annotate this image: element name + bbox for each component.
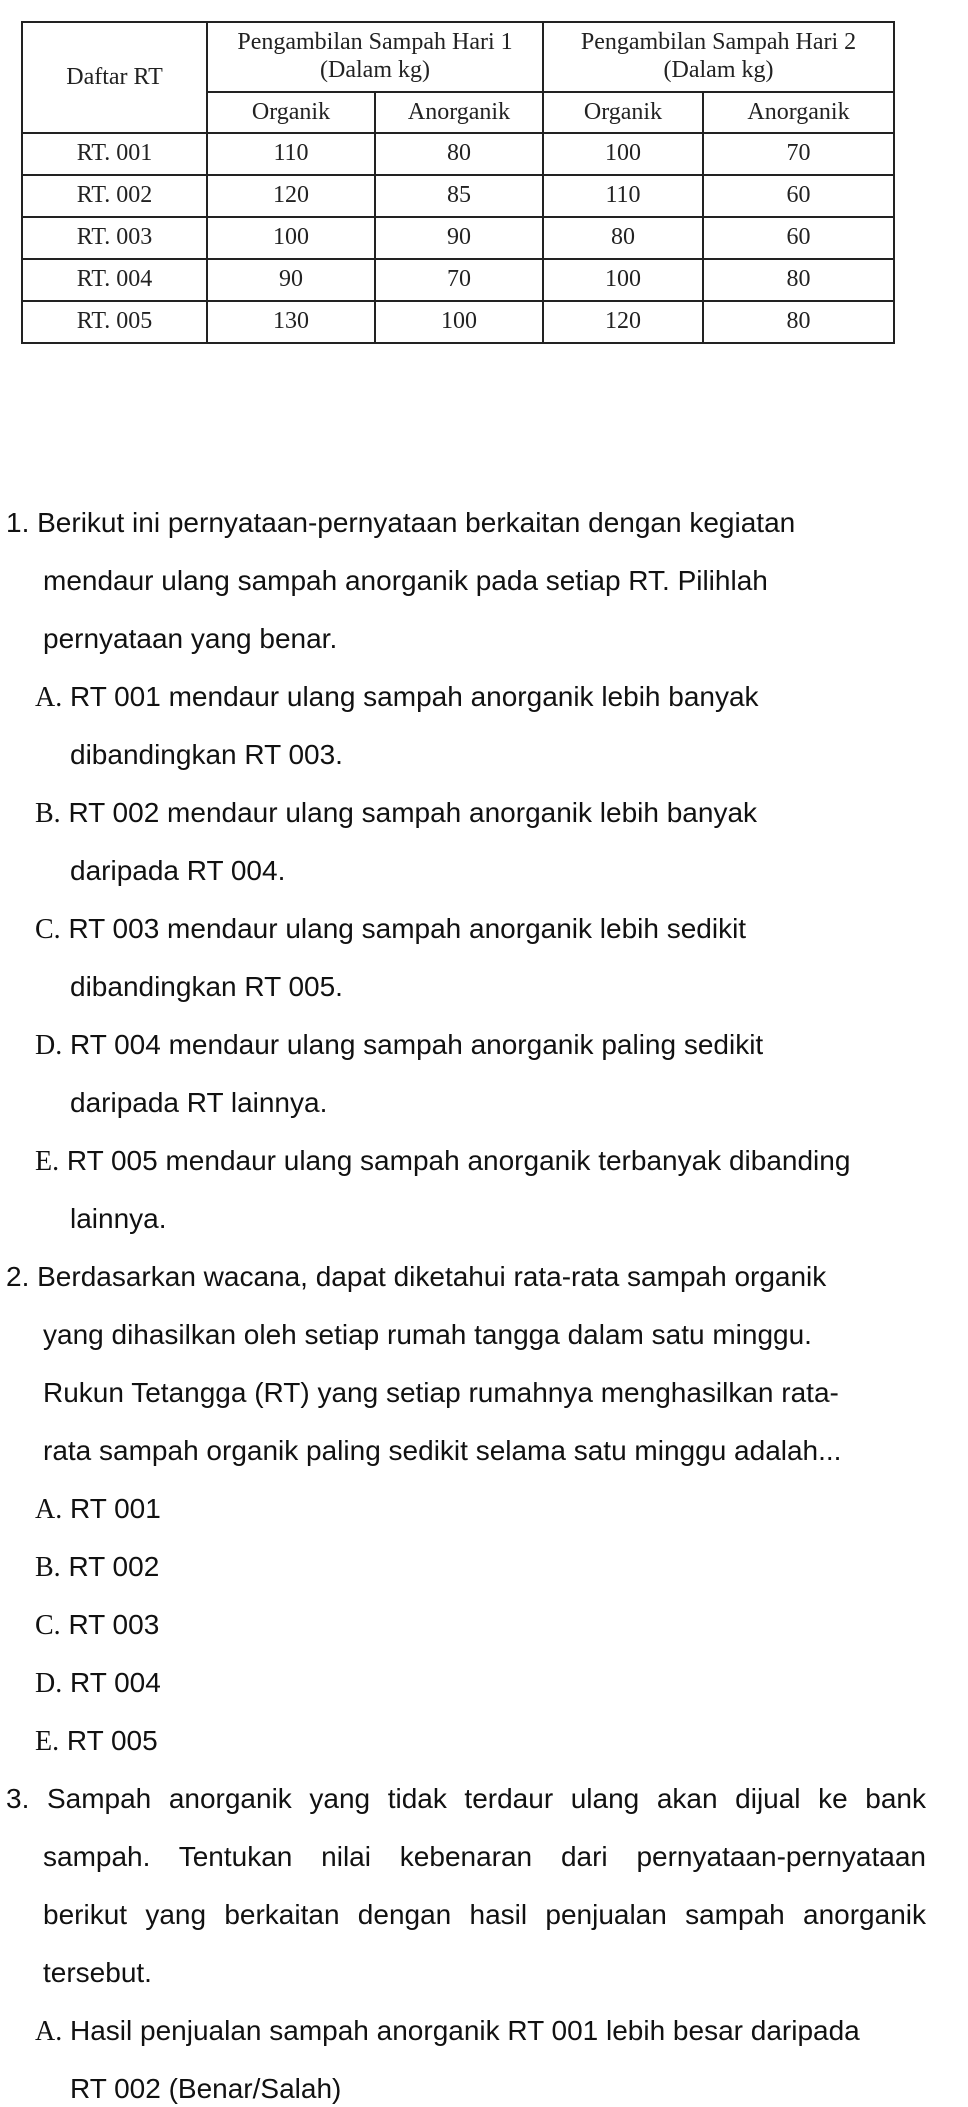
- q1-option-c: [35, 913, 746, 946]
- option-letter: C.: [35, 1610, 61, 1641]
- option-text: RT 002 mendaur ulang sampah anorganik lebih banyak: [68, 797, 758, 828]
- option-text: RT 001 mendaur ulang sampah anorganik lebih banyak: [70, 681, 759, 712]
- q1-option-c-cont: dibandingkan RT 005.: [70, 971, 343, 1002]
- table-cell: 100: [543, 259, 703, 301]
- q1-stem-line-1: 1. Berikut ini pernyataan-pernyataan berkaitan dengan kegiatan: [6, 507, 796, 538]
- header-daftar-rt: Daftar RT: [22, 22, 207, 133]
- table-row: [22, 133, 894, 175]
- table-cell: 100: [375, 301, 543, 343]
- q2-option-c: [35, 1609, 159, 1642]
- option-letter: A.: [35, 2016, 63, 2047]
- subheader-organik-1: Organik: [207, 92, 375, 133]
- row-rt-label: RT. 004: [22, 259, 207, 301]
- header-day-2-line1: Pengambilan Sampah Hari 2: [580, 29, 857, 56]
- q1-option-e-cont: lainnya.: [70, 1203, 167, 1234]
- q1-option-a-cont: dibandingkan RT 003.: [70, 739, 343, 770]
- table-cell: 60: [703, 217, 894, 259]
- subheader-organik-2: Organik: [543, 92, 703, 133]
- table-cell: 60: [703, 175, 894, 217]
- q1-option-d-cont: daripada RT lainnya.: [70, 1087, 328, 1118]
- q3-stem-line-1: 3. Sampah anorganik yang tidak terdaur ulang akan dijual ke bank: [6, 1783, 926, 1814]
- subheader-anorganik-1: Anorganik: [375, 92, 543, 133]
- table-row: [22, 217, 894, 259]
- option-text: Hasil penjualan sampah anorganik RT 001 lebih besar daripada: [70, 2015, 860, 2046]
- table-cell: 90: [207, 259, 375, 301]
- table-row: [22, 301, 894, 343]
- option-letter: E.: [35, 1726, 60, 1757]
- option-letter: A.: [35, 1494, 63, 1525]
- table-cell: 80: [703, 259, 894, 301]
- option-letter: B.: [35, 1552, 61, 1583]
- row-rt-label: RT. 003: [22, 217, 207, 259]
- q2-option-a: [35, 1493, 161, 1526]
- option-letter: D.: [35, 1030, 63, 1061]
- row-rt-label: RT. 001: [22, 133, 207, 175]
- table-cell: 70: [375, 259, 543, 301]
- option-letter: A.: [35, 682, 63, 713]
- q1-option-e: [35, 1145, 850, 1178]
- option-letter: B.: [35, 798, 61, 829]
- row-rt-label: RT. 002: [22, 175, 207, 217]
- q3-stem-line-4: tersebut.: [43, 1957, 152, 1988]
- row-rt-label: RT. 005: [22, 301, 207, 343]
- table-cell: 80: [703, 301, 894, 343]
- table-cell: 130: [207, 301, 375, 343]
- subheader-anorganik-2: Anorganik: [703, 92, 894, 133]
- waste-collection-table: [21, 21, 895, 344]
- option-letter: D.: [35, 1668, 63, 1699]
- table-cell: 80: [543, 217, 703, 259]
- table-cell: 100: [207, 217, 375, 259]
- q2-stem-line-2: yang dihasilkan oleh setiap rumah tangga dalam satu minggu.: [43, 1319, 812, 1350]
- q2-stem-line-3: Rukun Tetangga (RT) yang setiap rumahnya menghasilkan rata-: [43, 1377, 839, 1408]
- q3-option-a: [35, 2015, 860, 2048]
- table-cell: 100: [543, 133, 703, 175]
- q2-stem-line-4: rata sampah organik paling sedikit selama satu minggu adalah...: [43, 1435, 842, 1466]
- q1-option-b: [35, 797, 757, 830]
- option-letter: C.: [35, 914, 61, 945]
- header-day-2: [543, 22, 894, 92]
- table-cell: 110: [207, 133, 375, 175]
- q1-option-b-cont: daripada RT 004.: [70, 855, 286, 886]
- table-cell: 120: [543, 301, 703, 343]
- table-cell: 80: [375, 133, 543, 175]
- q3-option-a-cont: RT 002 (Benar/Salah): [70, 2073, 342, 2104]
- table-row: [22, 259, 894, 301]
- option-text: RT 004: [70, 1667, 161, 1698]
- option-text: RT 005 mendaur ulang sampah anorganik terbanyak dibanding: [66, 1145, 851, 1176]
- table-cell: 85: [375, 175, 543, 217]
- header-day-2-line2: (Dalam kg): [663, 57, 774, 83]
- table-cell: 90: [375, 217, 543, 259]
- table-row: [22, 175, 894, 217]
- option-text: RT 005: [66, 1725, 158, 1756]
- table-cell: 70: [703, 133, 894, 175]
- header-day-1: [207, 22, 543, 92]
- q1-option-d: [35, 1029, 763, 1062]
- table-cell: 110: [543, 175, 703, 217]
- option-text: RT 003 mendaur ulang sampah anorganik lebih sedikit: [68, 913, 747, 944]
- option-text: RT 001: [70, 1493, 161, 1524]
- option-letter: E.: [35, 1146, 60, 1177]
- option-text: RT 004 mendaur ulang sampah anorganik paling sedikit: [70, 1029, 764, 1060]
- q2-option-d: [35, 1667, 161, 1700]
- option-text: RT 003: [68, 1609, 160, 1640]
- header-day-1-line2: (Dalam kg): [320, 57, 430, 83]
- header-day-1-line1: Pengambilan Sampah Hari 1: [237, 29, 513, 56]
- q3-stem-line-2: sampah. Tentukan nilai kebenaran dari pernyataan-pernyataan: [43, 1841, 926, 1872]
- q1-stem-line-2: mendaur ulang sampah anorganik pada setiap RT. Pilihlah: [43, 565, 768, 596]
- q1-option-a: [35, 681, 759, 714]
- q2-option-b: [35, 1551, 159, 1584]
- q1-stem-line-3: pernyataan yang benar.: [43, 623, 338, 654]
- option-text: RT 002: [68, 1551, 160, 1582]
- table-cell: 120: [207, 175, 375, 217]
- q2-stem-line-1: 2. Berdasarkan wacana, dapat diketahui rata-rata sampah organik: [6, 1261, 827, 1292]
- q2-option-e: [35, 1725, 158, 1758]
- q3-stem-line-3: berikut yang berkaitan dengan hasil penjualan sampah anorganik: [43, 1899, 926, 1930]
